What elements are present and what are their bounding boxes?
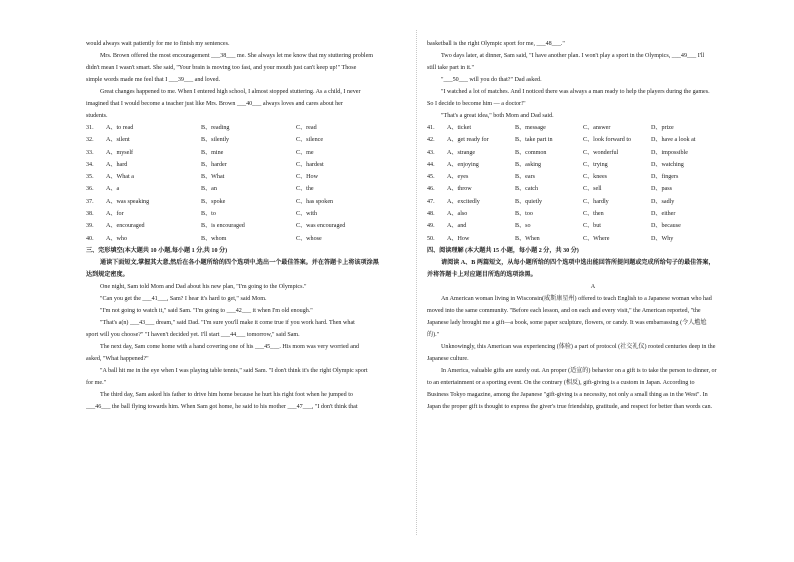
text-line: Mrs. Brown offered the most encouragement ___38___ me. She always let me know that my stuttering problem xyxy=(100,53,374,59)
text-line: The third day, Sam asked his father to drive him home because he hurt his right foot when he jumped to xyxy=(100,391,353,398)
option-c: C、has spoken xyxy=(296,198,334,205)
question-number: 42. xyxy=(427,137,435,144)
text-line: Business Tokyo magazine, among the Japanese "gift-giving is a necessity, not only a small thing as in the West". In xyxy=(427,391,708,398)
option-a: A、excitedly xyxy=(447,198,480,205)
option-c: C、hardly xyxy=(583,198,609,205)
question-number: 35. xyxy=(86,174,94,181)
option-b: B、whom xyxy=(201,235,227,242)
right-passage-bottom xyxy=(427,293,759,413)
option-a: A、encouraged xyxy=(106,223,145,230)
option-a: A、and xyxy=(447,223,467,230)
option-a: A、who xyxy=(106,235,127,242)
option-d: D、either xyxy=(651,211,676,218)
question-number: 48. xyxy=(427,211,435,218)
question-row xyxy=(427,220,759,232)
text-line: simple words made me feel that I ___39___ and loved. xyxy=(86,77,221,83)
question-row xyxy=(427,208,759,220)
section-three-instruction-2: 达到规定密度。 xyxy=(86,271,129,278)
option-b: B、When xyxy=(515,235,540,242)
option-a: A、eyes xyxy=(447,174,469,181)
question-number: 33. xyxy=(86,149,94,156)
question-row xyxy=(427,134,759,146)
option-c: C、Where xyxy=(583,235,610,242)
question-row xyxy=(86,147,406,159)
text-line: So I decide to become him — a doctor!" xyxy=(427,101,526,107)
option-d: D、pass xyxy=(651,186,672,193)
text-line: to an entertainment or a sporting event. On the contrary (相反), gift-giving is a custom in Japan. According to xyxy=(427,379,695,386)
column-divider xyxy=(416,30,417,535)
option-a: A、for xyxy=(106,211,124,218)
option-d: D、watching xyxy=(651,161,684,168)
section-three-title: 三、完形填空(本大题共 10 小题,每小题 1 分,共 10 分) xyxy=(86,247,228,254)
left-passage-top xyxy=(86,38,406,122)
question-row xyxy=(86,183,406,195)
text-line: Great changes happened to me. When I entered high school, I almost stopped stuttering. As a child, I never xyxy=(100,89,361,95)
text-line: "Can you get the ___41___, Sam? I hear it's hard to get," said Mom. xyxy=(100,295,267,302)
option-b: B、message xyxy=(515,125,546,131)
text-line: "A ball hit me in the eye when I was playing table tennis," said Sam. "I don't think it's the right Olympic sport xyxy=(100,367,368,374)
text-line: "I'm not going to watch it," said Sam. "I'm going to ___42___ it when I'm old enough." xyxy=(100,307,313,314)
option-b: B、catch xyxy=(515,186,539,193)
option-a: A、ticket xyxy=(447,125,472,131)
section-three-instruction-1: 通读下面短文,掌握其大意,然后在各小题所给的四个选项中,选出一个最佳答案。并在答题卡上将该项涂黑 xyxy=(100,259,379,266)
question-number: 37. xyxy=(86,198,94,205)
question-number: 38. xyxy=(86,211,94,218)
question-row xyxy=(427,122,759,134)
question-row xyxy=(86,233,406,245)
option-c: C、read xyxy=(296,125,317,131)
text-line: basketball is the right Olympic sport for me, ___48___." xyxy=(427,41,565,47)
text-line: In America, valuable gifts are surely out. An proper (适宣的) behavior on a gift is to take the person to dinner, or xyxy=(441,367,717,374)
option-c: C、the xyxy=(296,186,314,193)
text-line: Unknowingly, this American was experiencing (体验) a part of protocol (社交礼仪) rooted centuries deep in the xyxy=(441,343,716,350)
option-b: B、common xyxy=(515,149,547,156)
option-a: A、hard xyxy=(106,161,128,168)
text-line: imagined that I would become a teacher just like Mrs. Brown ___40___ always loves and cares about her xyxy=(86,101,343,107)
question-number: 40. xyxy=(86,235,94,242)
section-four-instruction-1: 请阅读 A、B 两篇短文，从每小题所给的四个选项中选出能回答所提问题或完成所给句子的最佳答案， xyxy=(441,259,715,266)
option-d: D、have a look at xyxy=(651,137,696,144)
question-row xyxy=(86,171,406,183)
question-row xyxy=(427,147,759,159)
option-a: A、a xyxy=(106,186,120,193)
text-line: An American woman living in Wisconsin(威斯康星州) offered to teach English to a Japanese woman who had xyxy=(441,295,712,302)
option-b: B、an xyxy=(201,186,217,193)
question-number: 45. xyxy=(427,174,435,181)
text-line: moved into the same community. "Before each lesson, and on each and every visit," the American reported, "the xyxy=(427,307,701,314)
text-line: didn't mean I wasn't smart. She said, "Your brain is moving too fast, and your mouth just can't keep up!" Those xyxy=(86,65,357,71)
option-c: C、but xyxy=(583,223,601,230)
question-row xyxy=(427,159,759,171)
text-line: 的)." xyxy=(427,331,440,338)
option-c: C、then xyxy=(583,211,604,218)
option-a: A、How xyxy=(447,235,470,242)
question-row xyxy=(86,220,406,232)
text-line: sport will you choose?" "I haven't decided yet. I'll start ___44___ tomorrow," said Sam. xyxy=(86,331,300,338)
option-d: D、impossible xyxy=(651,149,688,156)
question-number: 43. xyxy=(427,149,435,156)
left-column xyxy=(86,38,406,413)
option-d: D、Why xyxy=(651,235,674,242)
option-b: B、to xyxy=(201,211,216,218)
text-line: Japanese culture. xyxy=(427,355,469,362)
question-row xyxy=(427,183,759,195)
option-b: B、spoke xyxy=(201,198,226,205)
text-line: would always wait patiently for me to finish my sentences. xyxy=(86,41,230,47)
option-c: C、silence xyxy=(296,137,324,144)
option-b: B、reading xyxy=(201,125,230,131)
question-row xyxy=(427,171,759,183)
text-line: "That's a(n) ___43___ dream," said Dad. "I'm sure you'll make it come true if you work hard. Then what xyxy=(100,319,355,326)
option-a: A、enjoying xyxy=(447,161,479,168)
option-a: A、to read xyxy=(106,125,134,131)
question-row xyxy=(86,122,406,134)
question-number: 49. xyxy=(427,223,435,230)
option-b: B、too xyxy=(515,211,533,218)
option-c: C、answer xyxy=(583,125,611,131)
option-b: B、take part in xyxy=(515,137,553,144)
option-d: D、fingers xyxy=(651,174,679,181)
option-a: A、was speaking xyxy=(106,198,150,205)
option-a: A、strange xyxy=(447,149,476,156)
right-options xyxy=(427,122,759,245)
option-d: D、sadly xyxy=(651,198,675,205)
question-number: 47. xyxy=(427,198,435,205)
option-b: B、is encouraged xyxy=(201,223,245,230)
question-row xyxy=(86,159,406,171)
option-b: B、What xyxy=(201,174,225,181)
option-a: A、also xyxy=(447,211,468,218)
option-c: C、with xyxy=(296,211,317,218)
option-b: B、silently xyxy=(201,137,230,144)
question-number: 31. xyxy=(86,125,94,131)
text-line: "___50___ will you do that?" Dad asked. xyxy=(441,77,542,83)
option-a: A、get ready for xyxy=(447,137,489,144)
text-line: still take part in it." xyxy=(427,65,474,71)
text-line: "That's a great idea," both Mom and Dad said. xyxy=(441,113,554,119)
question-row xyxy=(86,134,406,146)
text-line: Japan the proper gift is thought to express the giver's true friendship, gratitude, and respect for better than words can. xyxy=(427,403,713,410)
option-d: D、because xyxy=(651,223,681,230)
option-b: B、mine xyxy=(201,149,224,156)
option-c: C、was encouraged xyxy=(296,223,346,230)
option-b: B、so xyxy=(515,223,531,230)
question-number: 44. xyxy=(427,161,435,168)
option-a: A、myself xyxy=(106,149,134,156)
option-c: C、trying xyxy=(583,161,608,168)
text-line: Japanese lady brought me a gift—a book, some paper sculpture, flowers, or candy. It was embarrassing (令人尴尬 xyxy=(427,319,707,326)
text-line: One night, Sam told Mom and Dad about his new plan, "I'm going to the Olympics." xyxy=(100,283,307,290)
left-passage-bottom xyxy=(86,281,406,413)
passage-a-label: A xyxy=(590,283,596,290)
option-b: B、asking xyxy=(515,161,542,168)
question-row xyxy=(427,233,759,245)
option-b: B、harder xyxy=(201,161,227,168)
option-a: A、What a xyxy=(106,174,134,181)
section-four-title: 四、阅读理解 (本大题共 15 小题，每小题 2 分，共 30 分) xyxy=(427,247,579,254)
option-c: C、How xyxy=(296,174,319,181)
option-b: B、quietly xyxy=(515,198,543,205)
right-column xyxy=(427,38,759,413)
question-number: 36. xyxy=(86,186,94,193)
right-passage-top xyxy=(427,38,759,122)
question-row xyxy=(86,208,406,220)
text-line: Two days later, at dinner, Sam said, "I have another plan. I won't play a sport in the Olympics, ___49___ I'll xyxy=(441,53,705,59)
option-b: B、ears xyxy=(515,174,535,181)
question-number: 46. xyxy=(427,186,435,193)
option-a: A、throw xyxy=(447,186,472,193)
text-line: students. xyxy=(86,113,108,119)
question-number: 34. xyxy=(86,161,94,168)
left-options xyxy=(86,122,406,245)
text-line: ___46___ the ball flying towards him. When Sam got home, he said to his mother ___47___, "I don't think that xyxy=(86,403,358,410)
question-number: 39. xyxy=(86,223,94,230)
option-c: C、me xyxy=(296,149,314,156)
question-number: 41. xyxy=(427,125,435,131)
option-c: C、knees xyxy=(583,174,608,181)
option-d: D、prize xyxy=(651,125,674,131)
question-number: 32. xyxy=(86,137,94,144)
option-c: C、hardest xyxy=(296,161,324,168)
option-a: A、silent xyxy=(106,137,130,144)
question-row xyxy=(427,196,759,208)
text-line: for me." xyxy=(86,379,107,386)
option-c: C、look forward to xyxy=(583,137,632,144)
text-line: "I watched a lot of matches. And I noticed there was always a man ready to help the players during the games. xyxy=(441,89,710,95)
option-c: C、sell xyxy=(583,186,602,193)
option-c: C、wonderful xyxy=(583,149,619,156)
option-c: C、whose xyxy=(296,235,322,242)
text-line: The next day, Sam come home with a hand covering one of his ___45___. His mom was very worried and xyxy=(100,343,360,350)
text-line: asked, "What happened?" xyxy=(86,355,149,362)
section-four-instruction-2: 并将答题卡上对应题目所选的选项涂黑。 xyxy=(427,271,537,278)
question-number: 50. xyxy=(427,235,435,242)
question-row xyxy=(86,196,406,208)
